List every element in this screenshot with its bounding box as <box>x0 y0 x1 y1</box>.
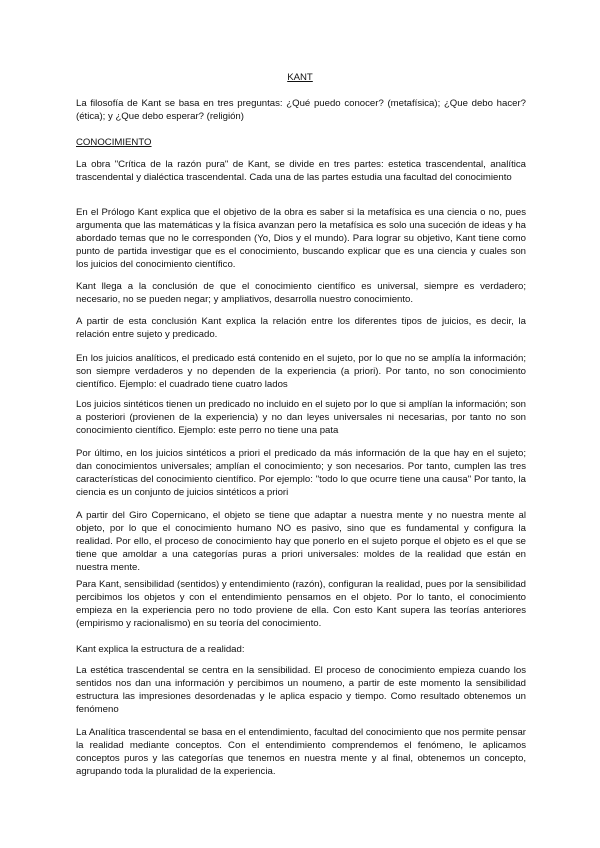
paragraph-11: La estética trascendental se centra en la sensibilidad. El proceso de conocimiento empieza cuando los sentidos nos dan una información y percibimos un noumeno, a partir de este momento la sensibilidad estructura las impresiones desordenadas y le aplica espacio y tiempo. Como resultado obtenemos un fenómeno <box>76 665 526 715</box>
intro-paragraph: La filosofía de Kant se basa en tres preguntas: ¿Qué puedo conocer? (metafísica); ¿Que debo hacer? (ética); y ¿Que debo esperar? (religión) <box>76 98 526 122</box>
paragraph-10: Kant explica la estructura de a realidad: <box>76 644 245 655</box>
paragraph-1: La obra "Crítica de la razón pura" de Kant, se divide en tres partes: estetica trascendental, analítica trascendental y dialéctica trascendental. Cada una de las partes estudia una facultad del conocimiento <box>76 159 526 183</box>
paragraph-7: Por último, en los juicios sintéticos a priori el predicado da más información de la que hay en el sujeto; dan conocimientos universales; amplían el conocimiento; y son necesarios. Por tanto, cumplen las tres características del conocimiento científico. Por ejemplo: "todo lo que ocurre tiene una causa" Por tanto, la ciencia es un conjunto de juicios sintéticos a priori <box>76 448 526 498</box>
paragraph-4: A partir de esta conclusión Kant explica la relación entre los diferentes tipos de juicios, es decir, la relación entre sujeto y predicado. <box>76 316 526 340</box>
section-heading: CONOCIMIENTO <box>76 137 152 148</box>
paragraph-5: En los juicios analíticos, el predicado está contenido en el sujeto, por lo que no se amplía la información; son siempre verdaderos y no dependen de la experiencia (a priori). Por tanto, no son conocimiento científico. Ejemplo: el cuadrado tiene cuatro lados <box>76 353 526 390</box>
paragraph-12: La Analítica trascendental se basa en el entendimiento, facultad del conocimiento que nos permite pensar la realidad mediante conceptos. Con el entendimiento comprendemos el fenómeno, le aplicamos conceptos puros y las categorías que tenemos en nuestra mente y al final, obtenemos un concepto, agrupando toda la pluralidad de la experiencia. <box>76 727 526 777</box>
document-title: KANT <box>287 72 313 83</box>
paragraph-3: Kant llega a la conclusión de que el conocimiento científico es universal, siempre es verdadero; necesario, no se pueden negar; y ampliativos, desarrolla nuestro conocimiento. <box>76 281 526 305</box>
paragraph-2: En el Prólogo Kant explica que el objetivo de la obra es saber si la metafísica es una ciencia o no, pues argumenta que las matemáticas y la física avanzan pero la metafísica es solo una suceción de ideas y ha abordado temas que no le corresponden (Yo, Dios y el mundo). Para lograr su objetivo, Kant tiene como punto de partida investigar que es el conocimiento, buscando explicar que es una ciencia y cuales son los juicios del conocimiento científico. <box>76 207 526 270</box>
paragraph-6: Los juicios sintéticos tienen un predicado no incluido en el sujeto por lo que si amplían la información; son a posteriori (provienen de la experiencia) y no dan leyes universales ni necesarias, por tanto no son conocimiento científico. Ejemplo: este perro no tiene una pata <box>76 399 526 436</box>
paragraph-8: A partir del Giro Copernicano, el objeto se tiene que adaptar a nuestra mente y no nuestra mente al objeto, por lo que el conocimiento humano NO es pasivo, sino que es fundamental y configura la realidad. Por ello, el proceso de conocimiento hay que ponerlo en el sujeto porque el objeto es el que se tiene que amoldar a una categorías puras a priori universales: moldes de la realidad que están en nuestra mente. <box>76 510 526 573</box>
paragraph-9: Para Kant, sensibilidad (sentidos) y entendimiento (razón), configuran la realidad, pues por la sensibilidad percibimos los objetos y con el entendimiento pensamos en el objeto. Por lo tanto, el conocimiento empieza en la experiencia pero no todo proviene de ella. Con esto Kant supera las teorías anteriores (empirismo y racionalismo) en su teoría del conocimiento. <box>76 579 526 629</box>
